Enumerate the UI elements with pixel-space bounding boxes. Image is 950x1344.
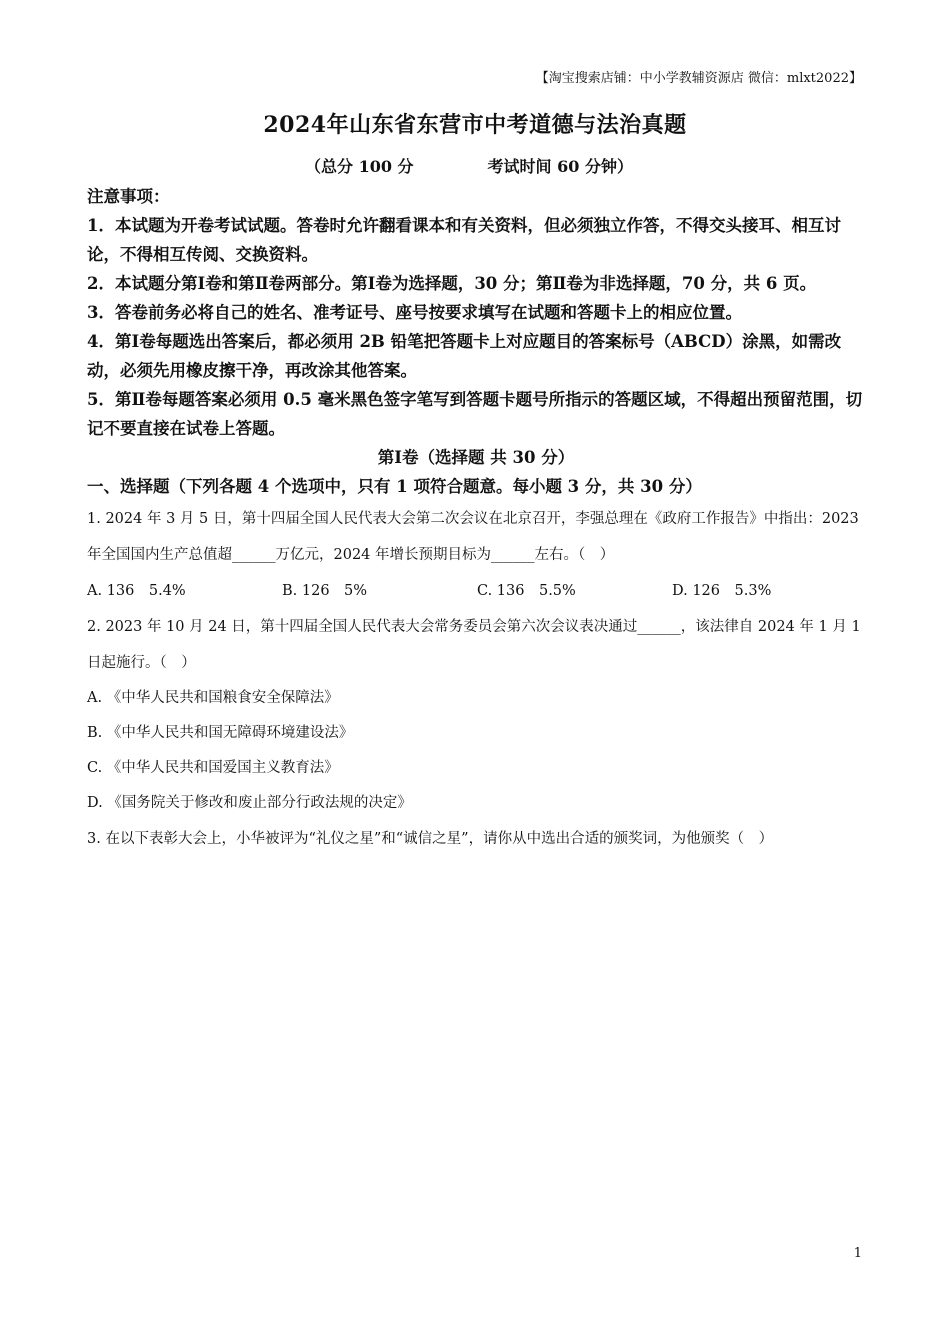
section-title: 第Ⅰ卷（选择题 共 30 分） bbox=[377, 448, 575, 467]
part-heading: 一、选择题（下列各题 4 个选项中，只有 1 项符合题意。每小题 3 分，共 30 分） bbox=[87, 477, 702, 496]
exam-time: 考试时间 60 分钟） bbox=[487, 157, 633, 176]
notice-item: 4．第Ⅰ卷每题选出答案后，都必须用 2B 铅笔把答题卡上对应题目的答案标号（ABCD）涂黑，如需改动，必须先用橡皮擦干净，再改涂其他答案。 bbox=[87, 332, 842, 380]
option-a: A. 《中华人民共和国粮食安全保障法》 bbox=[87, 690, 339, 706]
question-3-stem: 3. 在以下表彰大会上，小华被评为“礼仪之星”和“诚信之星”，请你从中选出合适的颁奖词，为他颁奖（ ） bbox=[87, 831, 774, 847]
page-number: 1 bbox=[853, 1246, 862, 1261]
option-b: B. 《中华人民共和国无障碍环境建设法》 bbox=[87, 725, 354, 741]
total-score: （总分 100 分 bbox=[305, 157, 414, 176]
question-2-stem: 2. 2023 年 10 月 24 日，第十四届全国人民代表大会常务委员会第六次会议表决通过______，该法律自 2024 年 1 月 1 日起施行。（ ） bbox=[87, 619, 861, 671]
option-a: A. 136 5.4% bbox=[87, 583, 186, 599]
notice-heading: 注意事项： bbox=[87, 187, 170, 206]
option-c: C. 136 5.5% bbox=[477, 583, 576, 599]
notice-item: 1．本试题为开卷考试试题。答卷时允许翻看课本和有关资料，但必须独立作答，不得交头接耳、相互讨论，不得相互传阅、交换资料。 bbox=[87, 216, 841, 264]
question-1-options bbox=[87, 573, 865, 609]
exam-subtitle bbox=[305, 154, 633, 180]
question-1-stem: 1. 2024 年 3 月 5 日，第十四届全国人民代表大会第二次会议在北京召开，李强总理在《政府工作报告》中指出：2023 年全国国内生产总值超______万亿元，2024 年增长预期目标为______左右。（ ） bbox=[87, 511, 859, 563]
page-title: 2024年山东省东营市中考道德与法治真题 bbox=[263, 112, 687, 138]
notice-item: 5．第Ⅱ卷每题答案必须用 0.5 毫米黑色签字笔写到答题卡题号所指示的答题区域，不得超出预留范围，切记不要直接在试卷上答题。 bbox=[87, 390, 863, 438]
notice-item: 2．本试题分第Ⅰ卷和第Ⅱ卷两部分。第Ⅰ卷为选择题，30 分；第Ⅱ卷为非选择题，70 分，共 6 页。 bbox=[87, 274, 817, 293]
exam-content bbox=[87, 182, 865, 857]
option-d: D. 126 5.3% bbox=[672, 583, 772, 599]
option-d: D. 《国务院关于修改和废止部分行政法规的决定》 bbox=[87, 795, 412, 811]
notice-item: 3．答卷前务必将自己的姓名、准考证号、座号按要求填写在试题和答题卡上的相应位置。 bbox=[87, 303, 742, 322]
option-c: C. 《中华人民共和国爱国主义教育法》 bbox=[87, 760, 339, 776]
header-note: 【淘宝搜索店铺：中小学教辅资源店 微信：mlxt2022】 bbox=[535, 71, 862, 86]
option-b: B. 126 5% bbox=[282, 583, 368, 599]
